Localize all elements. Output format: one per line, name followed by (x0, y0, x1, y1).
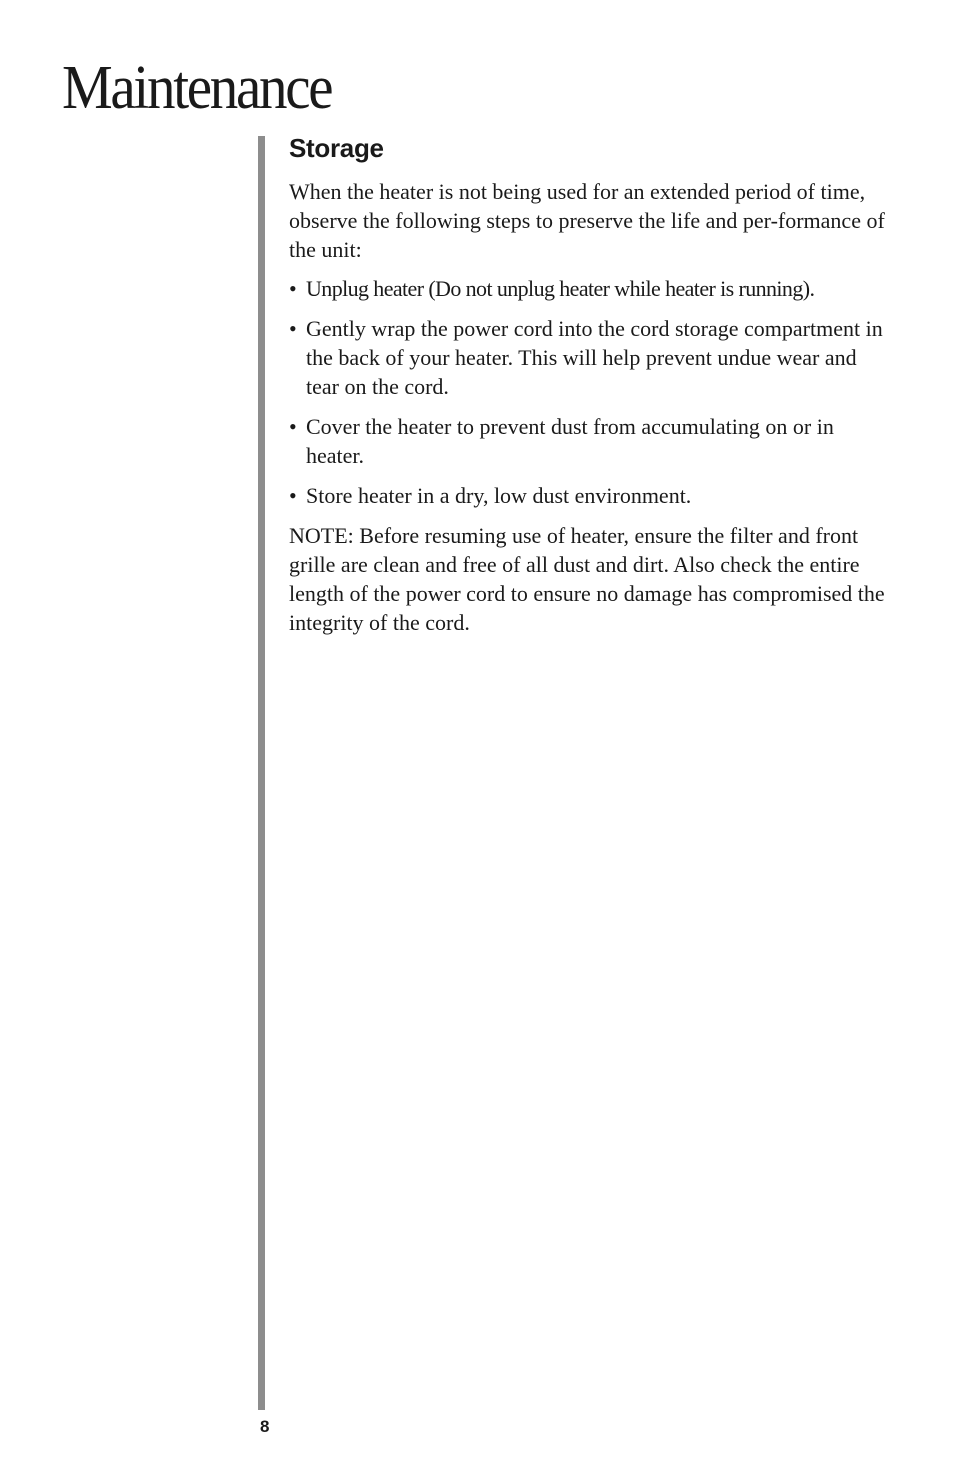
note-paragraph: NOTE: Before resuming use of heater, ensure the filter and front grille are clean and free of all dust and dirt. Also check the entire length of the power cord to ensure no damage has compromised the integrity of the cord. (289, 523, 885, 635)
vertical-rule (258, 136, 265, 1410)
list-item (289, 314, 889, 401)
intro-paragraph: When the heater is not being used for an extended period of time, observe the following steps to preserve the life and per-formance of the unit: (289, 179, 885, 262)
bullet-icon: • (289, 316, 297, 341)
list-item-text: Unplug heater (Do not unplug heater while heater is running). (306, 276, 815, 301)
list-item (289, 481, 889, 510)
list-item-text: Store heater in a dry, low dust environment. (306, 483, 692, 508)
section-heading: Storage (289, 133, 384, 163)
bullet-icon: • (289, 483, 297, 508)
bullet-icon: • (289, 276, 297, 301)
list-item (289, 412, 889, 470)
list-item-text: Gently wrap the power cord into the cord storage compartment in the back of your heater. This will help prevent undue wear and tear on the cord. (306, 316, 883, 399)
storage-section (289, 130, 889, 637)
bullet-icon: • (289, 414, 297, 439)
page-number: 8 (260, 1417, 270, 1436)
page-title: Maintenance (62, 54, 332, 122)
list-item-text: Cover the heater to prevent dust from accumulating on or in heater. (306, 414, 834, 468)
storage-steps-list (289, 274, 889, 510)
list-item (289, 274, 889, 303)
